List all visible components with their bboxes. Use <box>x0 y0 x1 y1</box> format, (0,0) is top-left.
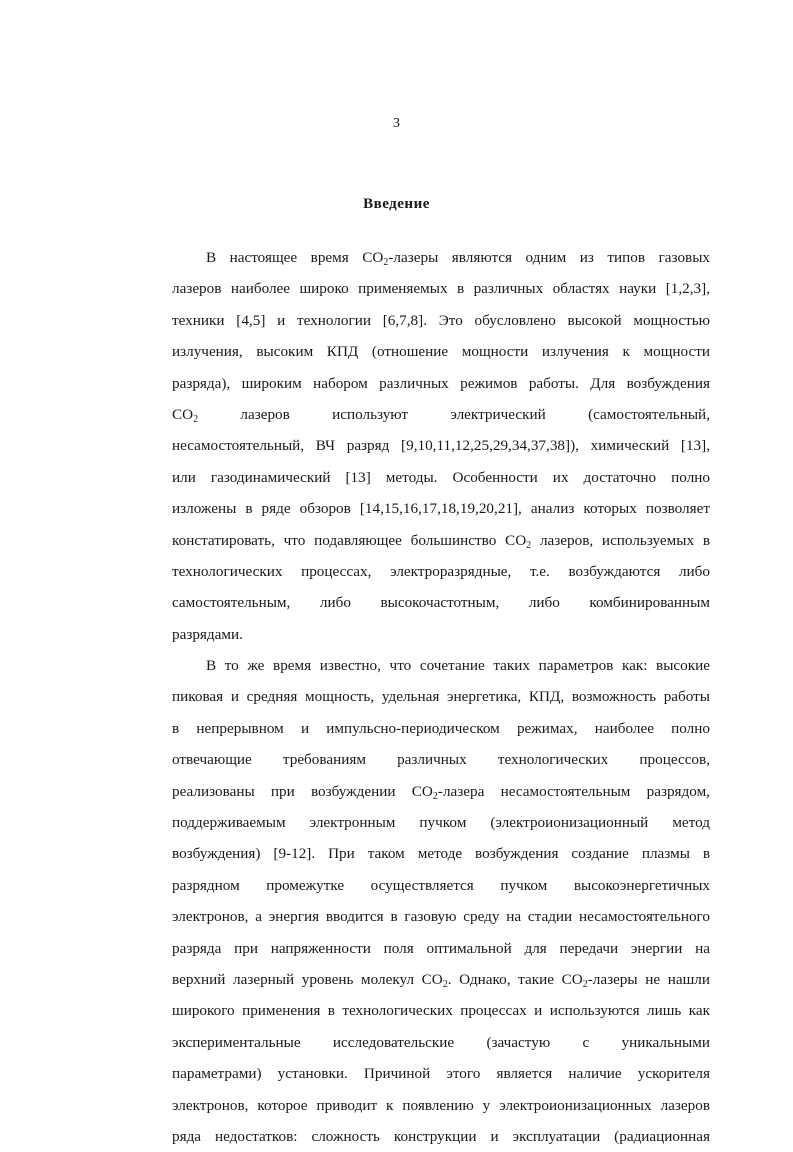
text-fragment: отвечающие требованиям различных технологических процессов, <box>172 751 710 769</box>
text-line <box>172 305 710 336</box>
subscript: 2 <box>442 978 448 990</box>
subscript: 2 <box>526 539 532 551</box>
text-fragment: технологических процессах, электроразрядные, т.е. возбуждаются либо <box>172 562 710 580</box>
text-line <box>172 776 710 807</box>
text-fragment: техники [4,5] и технологии [6,7,8]. Это обусловлено высокой мощностью <box>172 311 710 329</box>
text-fragment: -лазеры являются одним из типов газовых <box>388 249 711 266</box>
text-line <box>172 681 710 712</box>
text-line <box>172 368 710 399</box>
text-fragment: разрядном промежутке осуществляется пучком высокоэнергетичных <box>172 876 710 894</box>
text-fragment: констатировать, что подавляющее большинство СО <box>172 531 527 549</box>
text-line <box>172 744 710 775</box>
text-fragment: -лазеры не нашли <box>587 970 710 988</box>
text-fragment: разряда), широким набором различных режимов работы. Для возбуждения <box>172 374 710 392</box>
text-line <box>172 713 710 744</box>
text-line <box>172 462 710 493</box>
text-line <box>172 242 710 273</box>
text-fragment: экспериментальные исследовательские (зачастую с уникальными <box>172 1033 710 1051</box>
text-fragment: лазеров наиболее широко применяемых в различных областях науки [1,2,3], <box>172 280 710 298</box>
subscript: 2 <box>582 978 588 990</box>
text-fragment: или газодинамический [13] методы. Особенности их достаточно полно <box>172 468 710 486</box>
text-fragment: -лазера несамостоятельным разрядом, <box>437 782 710 800</box>
text-line <box>172 870 710 901</box>
text-fragment: широкого применения в технологических процессах и используются лишь как <box>172 1002 710 1020</box>
text-line <box>172 995 710 1026</box>
text-line <box>172 336 710 367</box>
text-fragment: параметрами) установки. Причиной этого является наличие ускорителя <box>172 1065 710 1083</box>
text-fragment: лазеров используют электрический (самостоятельный, <box>198 405 710 423</box>
text-line <box>172 901 710 932</box>
subscript: 2 <box>432 790 438 802</box>
text-fragment: электронов, а энергия вводится в газовую среду на стадии несамостоятельного <box>172 908 710 926</box>
text-fragment: В настоящее время СО <box>206 249 384 266</box>
page-number: 3 <box>393 116 400 131</box>
text-line <box>172 650 710 681</box>
text-line <box>172 933 710 964</box>
text-line <box>172 838 710 869</box>
text-fragment: разряда при напряженности поля оптимальной для передачи энергии на <box>172 939 710 957</box>
text-line <box>172 619 710 650</box>
subscript: 2 <box>193 413 199 425</box>
body-text <box>172 242 710 1152</box>
text-line <box>172 493 710 524</box>
section-heading: Введение <box>363 196 430 212</box>
text-fragment: реализованы при возбуждении СО <box>172 782 433 800</box>
text-fragment: ряда недостатков: сложность конструкции и эксплуатации (радиационная <box>172 1127 710 1145</box>
text-line <box>172 1090 710 1121</box>
text-line <box>172 1027 710 1058</box>
text-line <box>172 807 710 838</box>
text-fragment: СО <box>172 405 194 423</box>
text-line <box>172 525 710 556</box>
text-fragment: изложены в ряде обзоров [14,15,16,17,18,19,20,21], анализ которых позволяет <box>172 500 710 518</box>
text-line <box>172 399 710 430</box>
text-fragment: излучения, высоким КПД (отношение мощности излучения к мощности <box>172 343 710 361</box>
text-fragment: самостоятельным, либо высокочастотным, либо комбинированным <box>172 594 710 612</box>
text-fragment: возбуждения) [9-12]. При таком методе возбуждения создание плазмы в <box>172 845 710 863</box>
text-fragment: . Однако, такие СО <box>447 970 583 988</box>
text-fragment: разрядами. <box>172 625 243 643</box>
text-fragment: В то же время известно, что сочетание таких параметров как: высокие <box>206 657 710 675</box>
text-fragment: верхний лазерный уровень молекул СО <box>172 970 443 988</box>
text-line <box>172 587 710 618</box>
text-line <box>172 964 710 995</box>
subscript: 2 <box>383 257 389 268</box>
text-fragment: в непрерывном и импульсно-периодическом режимах, наиболее полно <box>172 719 710 737</box>
text-fragment: пиковая и средняя мощность, удельная энергетика, КПД, возможность работы <box>172 688 710 706</box>
text-line <box>172 1121 710 1152</box>
text-fragment: электронов, которое приводит к появлению у электроионизационных лазеров <box>172 1096 710 1114</box>
text-fragment: поддерживаемым электронным пучком (электроионизационный метод <box>172 814 710 832</box>
text-line <box>172 430 710 461</box>
text-line <box>172 556 710 587</box>
text-line <box>172 1058 710 1089</box>
text-fragment: лазеров, используемых в <box>531 531 711 549</box>
text-fragment: несамостоятельный, ВЧ разряд [9,10,11,12,25,29,34,37,38]), химический [13], <box>172 437 710 455</box>
text-line <box>172 273 710 304</box>
